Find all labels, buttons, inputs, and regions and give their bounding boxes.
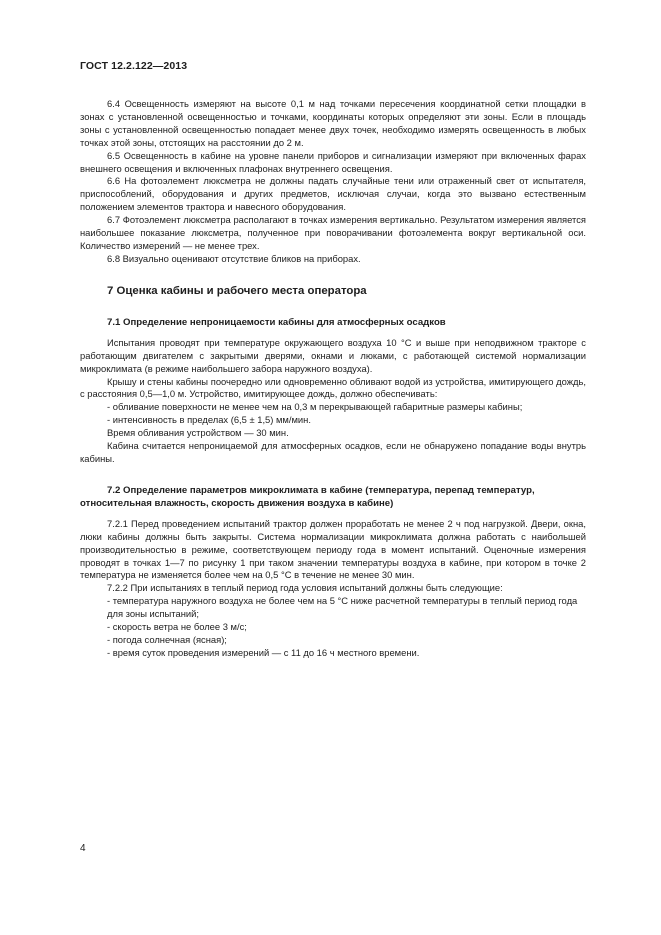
paragraph-7-1-b: Крышу и стены кабины поочередно или одновременно обливают водой из устройства, имитирующего дождь, с расстояния 0,5—1,0 м. Устройство, имитирующее дождь, должно обеспечивать: [80,375,586,400]
list-item: - время суток проведения измерений — с 11 до 16 ч местного времени. [107,646,420,658]
paragraph-7-2-2: 7.2.2 При испытаниях в теплый период года условия испытаний должны быть следующие: [107,582,503,594]
subsection-7-2-title [80,484,586,510]
page-number: 4 [80,843,86,854]
paragraph-6-8: 6.8 Визуально оценивают отсутствие бликов на приборах. [107,252,361,264]
section-7-title: 7 Оценка кабины и рабочего места оператора [107,284,367,297]
list-item: - обливание поверхности не менее чем на 0,3 м перекрывающей габаритные размеры кабины; [107,401,523,413]
subsection-7-2-title-line1: 7.2 Определение параметров микроклимата в кабине (температура, перепад температур, [107,484,535,496]
paragraph-7-1-a: Испытания проводят при температуре окружающего воздуха 10 °С и выше при неподвижном тракторе с работающим двигателем с закрытыми дверями, окнами и люками, с работающей системой нормализации микроклимата (в режиме наибольшего забора наружного воздуха). [80,336,586,374]
list-item: - погода солнечная (ясная); [107,634,227,645]
paragraph-7-1-d: Кабина считается непроницаемой для атмосферных осадков, если не обнаружено попадание воды внутрь кабины. [80,440,586,464]
list-item: - интенсивность в пределах (6,5 ± 1,5) мм/мин. [107,414,311,426]
paragraph-6-7: 6.7 Фотоэлемент люксметра располагают в точках измерения вертикально. Результатом измерения является наибольшее показание люксметра, полученное при поворачивании фотоэлемента вокруг вертикальной оси. Количество измерений — не менее трех. [80,214,586,251]
paragraph-6-6: 6.6 На фотоэлемент люксметра не должны падать случайные тени или отраженный свет от испытателя, приспособлений, оборудования и других предметов, исключая случаи, когда это вызвано естественным положением элементов трактора и навесного оборудования. [80,175,586,213]
paragraph-7-1-c: Время обливания устройством — 30 мин. [107,427,289,439]
subsection-7-1-title: 7.1 Определение непроницаемости кабины для атмосферных осадков [107,316,446,328]
list-item: - температура наружного воздуха не более чем на 5 °С ниже расчетной температуры в теплый период года для зоны испытаний; [107,595,578,620]
paragraph-7-2-1: 7.2.1 Перед проведением испытаний трактор должен проработать не менее 2 ч под нагрузкой. Двери, окна, люки кабины должны быть закрыты. Система нормализации микроклимата должна работать с наибольшей производительностью в режиме, соответствующем периоду года в момент испытаний. Оценочные измерения проводят в точках 1—7 по рисунку 1 при таком значении температуры воздуха в кабине, при котором в точке 2 температура не изменяется более чем на 0,5 °С в течение не менее 30 мин. [80,517,586,581]
paragraph-6-5: 6.5 Освещенность в кабине на уровне панели приборов и сигнализации измеряют при включенных фарах внешнего освещения и включенных плафонах внутреннего освещения. [80,149,586,174]
list-item: - скорость ветра не более 3 м/с; [107,621,247,633]
paragraph-6-4: 6.4 Освещенность измеряют на высоте 0,1 м над точками пересечения координатной сетки площадки в зонах с установленной освещенностью и точками, координаты которых определяют эти зоны. Если в площадь зоны с установленной освещенностью попадает менее двух точек, необходимо измерять освещенность в любых точках этой зоны, отстоящих на расстоянии до 2 м. [80,98,586,148]
document-header: ГОСТ 12.2.122—2013 [80,60,188,72]
subsection-7-2-title-line2: относительная влажность, скорость движения воздуха в кабине) [80,497,394,509]
document-body [80,98,586,660]
